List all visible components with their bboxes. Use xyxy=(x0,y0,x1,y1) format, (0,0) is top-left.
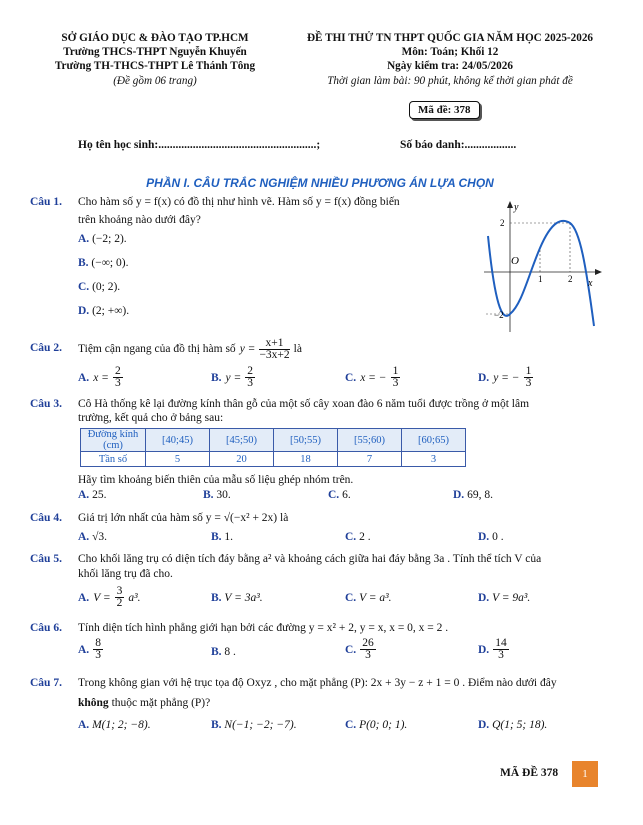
question-4 xyxy=(30,512,62,524)
table-freq-3: 18 xyxy=(274,452,338,467)
q2-option-a xyxy=(78,366,123,389)
q2-frac-num: x+1 xyxy=(259,338,289,350)
graph-x-2: 2 xyxy=(568,274,573,284)
table-header-diameter xyxy=(81,429,146,452)
q2-frac-den: −3x+2 xyxy=(259,348,290,361)
q6-c-label: C. xyxy=(345,643,357,656)
question-3 xyxy=(30,398,62,410)
q6-option-a xyxy=(78,638,103,661)
q4-c-label: C. xyxy=(345,531,357,543)
q2-b-num: 2 xyxy=(247,365,254,377)
q7-d-label: D. xyxy=(478,719,490,731)
q2-stem xyxy=(78,335,302,363)
q7-d-text: Q(1; 5; 18). xyxy=(492,719,548,731)
table-row xyxy=(81,429,466,452)
graph-x-label: x xyxy=(588,278,593,289)
q2-d-num: 1 xyxy=(525,365,532,377)
q7-c-label: C. xyxy=(345,719,357,731)
q5-b-text: V = 3a³. xyxy=(224,592,263,604)
q2-b-label: B. xyxy=(211,371,222,384)
q4-d-label: D. xyxy=(478,531,490,543)
graph-origin-label: O xyxy=(511,255,519,267)
table-header-diameter-1: Đường kính xyxy=(87,429,139,440)
q3-prompt: Hãy tìm khoảng biến thiên của mẫu số liệu ghép nhóm trên. xyxy=(78,474,354,486)
q2-c-num: 1 xyxy=(392,365,399,377)
footer-code: MÃ ĐỀ 378 xyxy=(500,767,559,779)
header-right-1: ĐỀ THI THỬ TN THPT QUỐC GIA NĂM HỌC 2025-2026 xyxy=(306,32,594,44)
q7-text-2-wrap xyxy=(78,697,210,709)
table-freq-2: 20 xyxy=(210,452,274,467)
header-right-3: Ngày kiểm tra: 24/05/2026 xyxy=(387,60,513,72)
q3-b-label: B. xyxy=(203,489,214,501)
q2-a-label: A. xyxy=(78,371,90,384)
q2-c-den: 3 xyxy=(392,377,399,389)
q6-c-num: 26 xyxy=(362,637,374,649)
q1-c-text: (0; 2). xyxy=(92,281,121,293)
q5-a-post: a³. xyxy=(128,591,141,604)
q6-b-label: B. xyxy=(211,646,222,658)
exam-code-box xyxy=(409,101,480,119)
header-left-1: SỞ GIÁO DỤC & ĐÀO TẠO TP.HCM xyxy=(61,32,249,44)
q6-a-den: 3 xyxy=(95,649,101,661)
q7-b-label: B. xyxy=(211,719,222,731)
q5-c-text: V = a³. xyxy=(359,592,392,604)
q2-d-label: D. xyxy=(478,371,490,384)
question-5 xyxy=(30,553,62,565)
q1-d-label: D. xyxy=(78,305,90,317)
q3-a-label: A. xyxy=(78,489,90,501)
q4-c-text: 2 . xyxy=(359,531,371,543)
q2-a-den: 3 xyxy=(114,377,121,389)
q5-a-num: 3 xyxy=(116,585,123,597)
table-freq-1: 5 xyxy=(146,452,210,467)
q6-c-den: 3 xyxy=(365,649,371,661)
question-1 xyxy=(30,196,62,208)
header-right-4: Thời gian làm bài: 90 phút, không kể thời gian phát đề xyxy=(327,75,573,87)
q1-d-text: (2; +∞). xyxy=(92,305,130,317)
q1-c-label: C. xyxy=(78,281,90,293)
q3-b-text: 30. xyxy=(216,489,231,501)
question-2 xyxy=(30,342,62,354)
q4-a-label: A. xyxy=(78,531,90,543)
q6-number: Câu 6. xyxy=(30,622,62,634)
q5-b-label: B. xyxy=(211,592,222,604)
q2-option-c xyxy=(345,366,400,389)
q2-c-label: C. xyxy=(345,371,357,384)
q7-a-text: M(1; 2; −8). xyxy=(92,719,151,731)
q1-graph xyxy=(482,196,607,336)
question-6 xyxy=(30,622,62,634)
page-number: 1 xyxy=(572,761,598,787)
q2-number: Câu 2. xyxy=(30,342,62,354)
table-freq-label: Tần số xyxy=(81,452,146,467)
q5-a-den: 2 xyxy=(116,597,123,609)
q3-d-label: D. xyxy=(453,489,465,501)
student-id-label: Số báo danh:.................. xyxy=(400,139,517,151)
q1-text-2: trên khoảng nào dưới đây? xyxy=(78,214,201,226)
student-name-label: Họ tên học sinh:.......................................................; xyxy=(78,139,321,151)
graph-y-label: y xyxy=(514,202,519,213)
q3-text-1: Cô Hà thống kê lại đường kính thân gỗ của một số cây xoan đào 6 năm tuổi được trồng ở một lâm xyxy=(78,398,530,410)
exam-code: Mã đề: 378 xyxy=(418,104,471,116)
q3-c-text: 6. xyxy=(342,489,351,501)
y-axis-arrow-icon xyxy=(507,201,513,208)
q1-a-label: A. xyxy=(78,233,90,245)
table-row xyxy=(81,452,466,467)
q5-a-pre: V = xyxy=(93,591,111,604)
q4-b-label: B. xyxy=(211,531,222,543)
q4-b-text: 1. xyxy=(224,531,234,543)
q1-number: Câu 1. xyxy=(30,196,62,208)
q6-d-num: 14 xyxy=(495,637,507,649)
q2-a-pre: x = xyxy=(93,371,109,384)
q2-a-num: 2 xyxy=(114,365,121,377)
q3-frequency-table xyxy=(80,428,466,467)
section-title: PHẦN I. CÂU TRẮC NGHIỆM NHIỀU PHƯƠNG ÁN LỰA CHỌN xyxy=(146,176,494,190)
q5-number: Câu 5. xyxy=(30,553,62,565)
q6-d-den: 3 xyxy=(498,649,504,661)
header-left-2: Trường THCS-THPT Nguyễn Khuyến xyxy=(63,46,247,58)
q5-a-label: A. xyxy=(78,591,90,604)
q4-d-text: 0 . xyxy=(492,531,504,543)
q7-text-1: Trong không gian với hệ trục tọa độ Oxyz , cho mặt phẳng (P): 2x + 3y − z + 1 = 0 . Điểm nào dưới đây xyxy=(78,677,557,689)
table-interval-1: [40;45) xyxy=(146,429,210,452)
q2-d-pre: y = − xyxy=(493,371,520,384)
q5-c-label: C. xyxy=(345,592,357,604)
q4-number: Câu 4. xyxy=(30,512,62,524)
table-header-diameter-2: (cm) xyxy=(103,440,123,451)
q6-a-label: A. xyxy=(78,643,90,656)
q4-text: Giá trị lớn nhất của hàm số y = √(−x² + 2x) là xyxy=(78,512,289,524)
q7-b-text: N(−1; −2; −7). xyxy=(224,719,297,731)
q2-c-pre: x = − xyxy=(360,371,387,384)
table-freq-4: 7 xyxy=(338,452,402,467)
q2-text: Tiệm cận ngang của đồ thị hàm số xyxy=(78,343,236,355)
q4-a-text: √3. xyxy=(92,531,107,543)
q3-text-2: trường, kết quả cho ở bảng sau: xyxy=(78,412,224,424)
header-left-3: Trường TH-THCS-THPT Lê Thánh Tông xyxy=(54,60,256,72)
header-right-2: Môn: Toán; Khối 12 xyxy=(401,46,499,58)
q7-text-2: thuộc mặt phẳng (P)? xyxy=(108,697,211,709)
table-freq-5: 3 xyxy=(402,452,466,467)
q3-number: Câu 3. xyxy=(30,398,62,410)
graph-y-top: 2 xyxy=(500,218,505,228)
q2-b-den: 3 xyxy=(247,377,254,389)
question-7 xyxy=(30,677,62,689)
q7-text-2-bold: không xyxy=(78,697,109,709)
table-interval-5: [60;65) xyxy=(402,429,466,452)
q7-a-label: A. xyxy=(78,719,90,731)
q6-a-num: 8 xyxy=(95,637,101,649)
q5-text-2: khối lăng trụ đã cho. xyxy=(78,568,173,580)
q3-c-label: C. xyxy=(328,489,340,501)
q6-b-text: 8 . xyxy=(224,646,236,658)
q6-text: Tính diện tích hình phẳng giới hạn bởi các đường y = x² + 2, y = x, x = 0, x = 2 . xyxy=(78,622,449,634)
q1-b-text: (−∞; 0). xyxy=(91,257,129,269)
q2-yeq: y = xyxy=(239,343,256,355)
q5-text-1: Cho khối lăng trụ có diện tích đáy bằng a² và khoảng cách giữa hai đáy bằng 3a . Tính thể tích V của xyxy=(78,553,542,565)
graph-x-1: 1 xyxy=(538,274,543,284)
table-interval-4: [55;60) xyxy=(338,429,402,452)
q3-d-text: 69, 8. xyxy=(467,489,493,501)
q5-d-text: V = 9a³. xyxy=(492,592,531,604)
q1-b-label: B. xyxy=(78,257,89,269)
q7-number: Câu 7. xyxy=(30,677,62,689)
q5-d-label: D. xyxy=(478,592,490,604)
q2-d-den: 3 xyxy=(525,377,532,389)
q7-c-text: P(0; 0; 1). xyxy=(359,719,408,731)
header-left-4: (Đề gồm 06 trang) xyxy=(113,75,197,87)
q2-suffix: là xyxy=(293,343,302,355)
q6-option-c xyxy=(345,638,376,661)
q1-text-1: Cho hàm số y = f(x) có đồ thị như hình vẽ. Hàm số y = f(x) đồng biến xyxy=(78,196,400,208)
q2-option-d xyxy=(478,366,533,389)
table-interval-2: [45;50) xyxy=(210,429,274,452)
q1-a-text: (−2; 2). xyxy=(92,233,127,245)
q5-option-a xyxy=(78,586,140,609)
q6-option-d xyxy=(478,638,509,661)
graph-y-bottom: −2 xyxy=(494,310,504,320)
q2-b-pre: y = xyxy=(225,371,242,384)
q3-a-text: 25. xyxy=(92,489,107,501)
q2-fraction xyxy=(259,338,289,361)
q2-option-b xyxy=(211,366,255,389)
q6-d-label: D. xyxy=(478,643,490,656)
table-interval-3: [50;55) xyxy=(274,429,338,452)
x-axis-arrow-icon xyxy=(595,269,602,275)
